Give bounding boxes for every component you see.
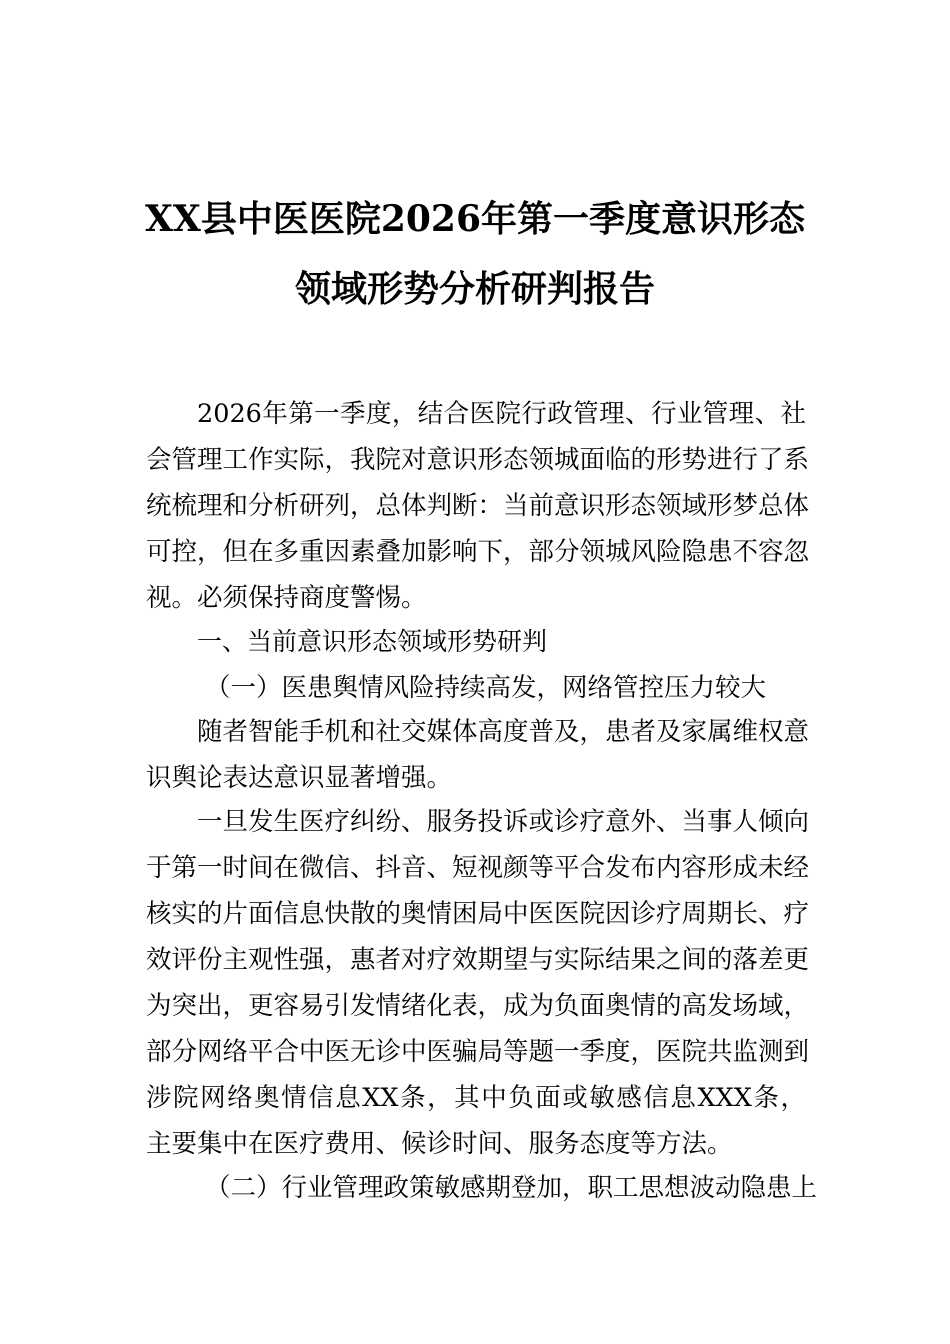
paragraph-1-line-3: 统梳理和分析研列，总体判断：当前意识形态领域形梦总体 xyxy=(146,491,810,521)
subsection-heading-1: （一）医患舆情风险持续高发，网络管控压力较大 xyxy=(205,673,767,703)
paragraph-1-line-1: 2026年第一季度，结合医院行政管理、行业管理、社 xyxy=(197,399,806,429)
paragraph-1-line-4: 可控，但在多重因素叠加影响下，部分领城风险隐患不容忽 xyxy=(146,537,810,567)
paragraph-1-line-2: 会管理工作实际，我院对意识形态领城面临的形势进行了系 xyxy=(146,445,810,475)
paragraph-3-line-2: 于第一时间在微信、抖音、短视颜等平合发布内容形成未经 xyxy=(146,853,810,883)
paragraph-2-line-2: 识舆论表达意识显著增强。 xyxy=(146,763,453,793)
document-title-line-1: XX县中医医院2026年第一季度意识形态 xyxy=(144,198,806,240)
subsection-heading-2: （二）行业管理政策敏感期登加，职工思想波动隐患上 xyxy=(205,1173,818,1203)
paragraph-3-line-8: 主要集中在医疗费用、候诊时间、服务态度等方法。 xyxy=(146,1129,733,1159)
paragraph-2-line-1: 随者智能手机和社交媒体高度普及，患者及家属维权意 xyxy=(197,717,810,747)
section-heading-1: 一、当前意识形态领域形势研判 xyxy=(197,627,548,656)
paragraph-3-line-4: 效评份主观性强，惠者对疗效期望与实际结果之间的落差更 xyxy=(146,945,810,975)
paragraph-3-line-3: 核实的片面信息快散的奥情困局中医医院因诊疗周期长、疗 xyxy=(146,899,810,929)
document-title-line-2: 领域形势分析研判报告 xyxy=(294,268,655,310)
paragraph-3-line-5: 为突出，更容易引发情绪化表，成为负面奥情的高发场域， xyxy=(146,991,810,1021)
paragraph-3-line-7: 涉院网络奥情信息XX条，其中负面或敏感信息XXX条， xyxy=(146,1083,806,1113)
paragraph-3-line-1: 一旦发生医疗纠纷、服务投诉或诊疗意外、当事人倾向 xyxy=(197,807,810,837)
paragraph-3-line-6: 部分网络平合中医无诊中医骗局等题一季度，医院共监测到 xyxy=(146,1037,810,1067)
paragraph-1-line-5: 视。必须保持商度警惕。 xyxy=(146,583,427,613)
